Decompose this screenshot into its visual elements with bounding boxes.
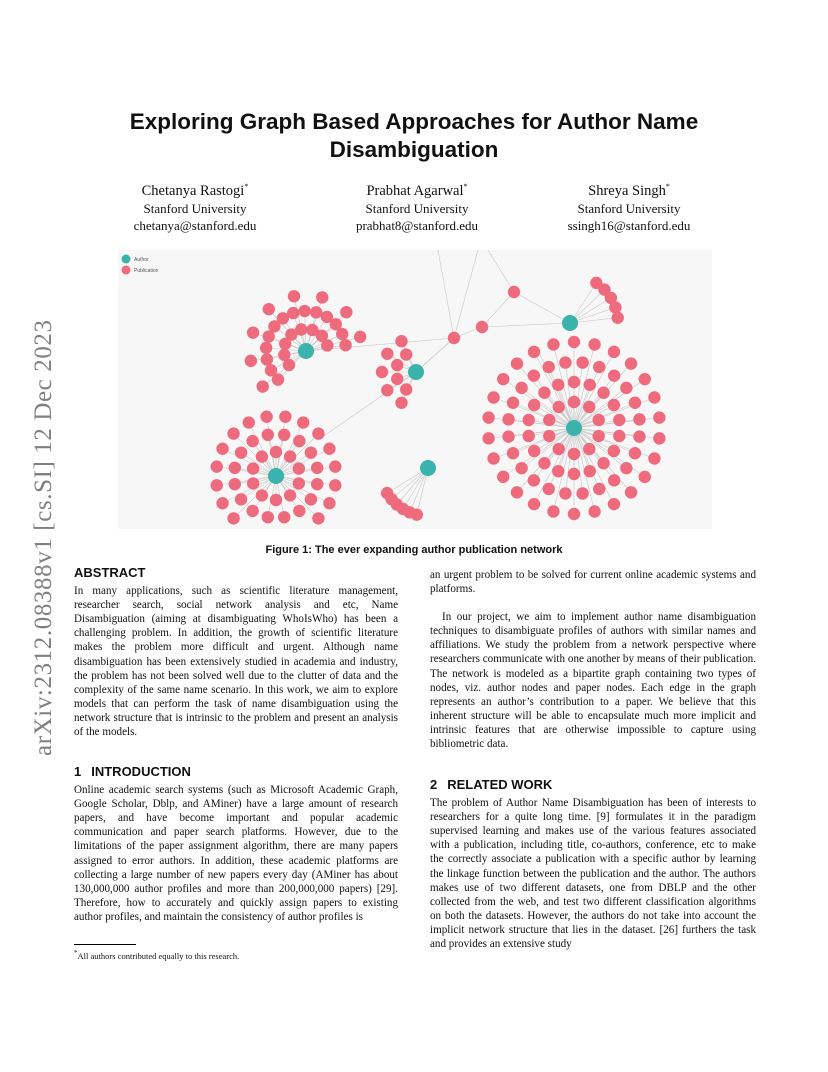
author-publication-network-graph xyxy=(118,250,712,529)
publication-node xyxy=(552,465,564,477)
publication-node xyxy=(340,306,352,318)
publication-node xyxy=(262,511,274,523)
publication-node xyxy=(395,335,407,347)
publication-node xyxy=(497,471,509,483)
author-affiliation: Stanford University xyxy=(143,200,247,216)
publication-node xyxy=(608,399,620,411)
publication-node xyxy=(515,382,527,394)
publication-node xyxy=(310,306,322,318)
publication-node xyxy=(612,312,624,324)
publication-node xyxy=(256,450,268,462)
publication-node xyxy=(216,443,228,455)
author-node xyxy=(566,420,582,436)
publication-node xyxy=(270,494,282,506)
author-mark: * xyxy=(244,182,249,191)
publication-node xyxy=(482,411,494,423)
publication-node xyxy=(597,457,609,469)
publication-node xyxy=(376,366,388,378)
publication-node xyxy=(279,411,291,423)
publication-node xyxy=(625,486,637,498)
publication-node xyxy=(576,356,588,368)
publication-node xyxy=(528,474,540,486)
publication-node xyxy=(507,447,519,459)
publication-node xyxy=(336,328,348,340)
publication-node xyxy=(613,430,625,442)
author-name: Shreya Singh xyxy=(588,182,666,199)
publication-node xyxy=(312,512,324,524)
publication-node xyxy=(633,413,645,425)
publication-node xyxy=(522,430,534,442)
introduction-paragraph-2: In our project, we aim to implement author name disambiguation techniques to disambiguate profiles of authors with similar names and affiliations. We study the problem from a network perspective where researchers communicate with one another by means of their publication. The network is modeled as a bipartite graph containing two types of nodes, viz. author nodes and paper nodes. Each edge in the graph represents an author’s contribution to a paper. We believe that this inherent structure will be able to encapsulate much more implicit and intrinsic features that are otherwise impossible to capture using bibliometric data. xyxy=(430,611,756,751)
publication-node xyxy=(329,479,341,491)
publication-node xyxy=(597,387,609,399)
publication-node xyxy=(235,493,247,505)
publication-node xyxy=(593,414,605,426)
publication-node xyxy=(321,339,333,351)
abstract-section xyxy=(74,566,398,739)
publication-node xyxy=(256,489,268,501)
publication-node xyxy=(559,487,571,499)
publication-node xyxy=(633,430,645,442)
publication-node xyxy=(552,379,564,391)
graph-edge xyxy=(482,292,514,327)
author-email: ssingh16@stanford.edu xyxy=(567,217,691,233)
publication-node xyxy=(584,379,596,391)
publication-node xyxy=(588,338,600,350)
publication-node xyxy=(229,462,241,474)
footnote-mark: * xyxy=(74,949,78,957)
publication-node xyxy=(568,396,580,408)
publication-node xyxy=(482,432,494,444)
legend-author-swatch xyxy=(122,255,131,264)
publication-node xyxy=(515,462,527,474)
author-email: chetanya@stanford.edu xyxy=(133,217,257,233)
publication-node xyxy=(243,416,255,428)
publication-node xyxy=(305,446,317,458)
graph-edge xyxy=(488,250,514,292)
publication-node xyxy=(312,427,324,439)
publication-node xyxy=(247,326,259,338)
publication-node xyxy=(246,505,258,517)
publication-node xyxy=(395,397,407,409)
publication-node xyxy=(568,448,580,460)
publication-node xyxy=(528,399,540,411)
publication-node xyxy=(311,462,323,474)
publication-node xyxy=(381,384,393,396)
publication-node xyxy=(639,373,651,385)
publication-node xyxy=(288,290,300,302)
publication-node xyxy=(262,429,274,441)
introduction-heading: INTRODUCTION xyxy=(91,764,191,779)
section-number: 1 xyxy=(74,764,82,779)
publication-node xyxy=(507,397,519,409)
publication-node xyxy=(235,446,247,458)
publication-node xyxy=(261,353,273,365)
publication-node xyxy=(608,346,620,358)
publication-node xyxy=(568,336,580,348)
publication-node xyxy=(311,478,323,490)
publication-node xyxy=(648,391,660,403)
publication-node xyxy=(593,361,605,373)
section-number: 2 xyxy=(430,777,438,792)
publication-node xyxy=(293,477,305,489)
publication-node xyxy=(528,498,540,510)
publication-node xyxy=(584,465,596,477)
publication-node xyxy=(284,489,296,501)
publication-node xyxy=(629,447,641,459)
publication-node xyxy=(284,450,296,462)
legend-publication-swatch xyxy=(122,266,131,275)
publication-node xyxy=(448,332,460,344)
publication-node xyxy=(278,511,290,523)
publication-node xyxy=(229,478,241,490)
publication-node xyxy=(293,435,305,447)
figure-caption: Figure 1: The ever expanding author publication network xyxy=(265,544,563,556)
publication-node xyxy=(568,508,580,520)
publication-node xyxy=(568,468,580,480)
publication-node xyxy=(583,401,595,413)
author-block-2 xyxy=(312,178,522,234)
related-work-text: The problem of Author Name Disambiguation has been of interests to researchers for a quite long time. [9] formulates it in the paradigm supervised learning and makes use of the various features associated with a publication, including title, co-authors, conference, etc to make the correctly associate a publication with a specific author by learning the linkage function between the publication and the author. The authors makes use of two different datasets, one from DBLP and the other collected from the web, and test two different classification algorithms on both the datasets. However, the authors do not take into account the implicit network structure that lies in the dataset. [26] furthers the task and provides an extensive study xyxy=(430,797,756,951)
publication-node xyxy=(211,479,223,491)
publication-node xyxy=(278,349,290,361)
figure-legend xyxy=(122,255,159,275)
publication-node xyxy=(553,443,565,455)
publication-node xyxy=(511,357,523,369)
legend-publication-label: Publication xyxy=(134,268,159,274)
publication-node xyxy=(593,430,605,442)
publication-node xyxy=(543,483,555,495)
footnote-rule xyxy=(74,944,136,945)
publication-node xyxy=(528,445,540,457)
graph-edge xyxy=(438,250,454,338)
publication-node xyxy=(211,460,223,472)
paper-title: Exploring Graph Based Approaches for Author Name Disambiguation xyxy=(129,109,699,162)
publication-node xyxy=(508,286,520,298)
publication-node xyxy=(339,339,351,351)
publication-node xyxy=(260,342,272,354)
publication-node xyxy=(297,416,309,428)
graph-edge xyxy=(514,292,570,323)
author-node xyxy=(268,468,284,484)
author-name: Prabhat Agarwal xyxy=(366,182,464,199)
author-affiliation: Stanford University xyxy=(577,200,681,216)
publication-node xyxy=(576,487,588,499)
publication-node xyxy=(608,498,620,510)
publication-node xyxy=(583,443,595,455)
publication-node xyxy=(559,356,571,368)
publication-node xyxy=(522,414,534,426)
arxiv-id: arXiv:2312.08388v1 [cs.SI] 12 Dec 2023 xyxy=(30,319,57,756)
publication-node xyxy=(247,477,259,489)
publication-node xyxy=(609,301,621,313)
publication-node xyxy=(588,505,600,517)
author-affiliation: Stanford University xyxy=(365,200,469,216)
publication-node xyxy=(553,401,565,413)
author-mark: * xyxy=(665,182,670,191)
publication-node xyxy=(543,414,555,426)
footnote-text: All authors contributed equally to this research. xyxy=(77,950,240,961)
related-work-heading: RELATED WORK xyxy=(447,777,553,792)
graph-edge xyxy=(454,250,478,338)
publication-node xyxy=(316,291,328,303)
publication-node xyxy=(639,471,651,483)
publication-node xyxy=(287,307,299,319)
publication-node xyxy=(227,427,239,439)
publication-node xyxy=(487,391,499,403)
publication-node xyxy=(620,382,632,394)
publication-node xyxy=(263,303,275,315)
publication-node xyxy=(528,369,540,381)
publication-node xyxy=(547,505,559,517)
publication-node xyxy=(653,411,665,423)
network-figure xyxy=(118,250,712,529)
publication-node xyxy=(381,348,393,360)
arxiv-sidebar-stamp xyxy=(24,296,56,756)
publication-node xyxy=(227,512,239,524)
publication-node xyxy=(625,357,637,369)
author-node xyxy=(298,343,314,359)
publication-node xyxy=(305,493,317,505)
introduction-section xyxy=(74,765,398,924)
publication-node xyxy=(257,380,269,392)
abstract-text: In many applications, such as scientific literature management, researcher search, social network analysis and etc, Name Disambiguation (aiming at disambiguating WhoIsWho) has been a challenging problem. In addition, the growth of scientific literature makes the problem more difficult and urgent. Although name disambiguation has been extensively studied in academia and industry, the problem has not been solved well due to the clutter of data and the complexity of the same name scenario. In this work, we aim to explore models that can perform the task of name disambiguation using the network structure that is intrinsic to the problem and present an analysis of the models. xyxy=(74,585,398,739)
publication-node xyxy=(613,414,625,426)
publication-node xyxy=(245,355,257,367)
publication-node xyxy=(538,457,550,469)
publication-node xyxy=(543,361,555,373)
publication-node xyxy=(278,429,290,441)
publication-node xyxy=(487,452,499,464)
introduction-continued xyxy=(430,568,756,751)
abstract-heading: ABSTRACT xyxy=(74,565,146,580)
author-name: Chetanya Rastogi xyxy=(141,182,245,199)
introduction-text: Online academic search systems (such as Microsoft Academic Graph, Google Scholar, Dblp, and AMiner) have a large amount of research papers, and have become important and popular academic communication and paper search platforms. However, due to the limitations of the paper assignment algorithm, there are many papers assigned to error authors. In addition, these academic platforms are collecting a large number of new papers every day (AMiner has about 130,000,000 author profiles and more than 200,000,000 papers) [29]. Therefore, how to accurately and quickly assign papers to existing author profiles, and maintain the consistency of author profiles is xyxy=(74,784,398,923)
publication-node xyxy=(648,452,660,464)
publication-node xyxy=(293,462,305,474)
publication-node xyxy=(391,373,403,385)
publication-node xyxy=(497,373,509,385)
publication-node xyxy=(323,497,335,509)
author-node xyxy=(408,364,424,380)
publication-node xyxy=(538,387,550,399)
publication-node xyxy=(400,348,412,360)
author-node xyxy=(562,315,578,331)
introduction-continued-text: an urgent problem to be solved for current online academic systems and platforms. xyxy=(430,569,756,596)
author-node xyxy=(420,460,436,476)
publication-node xyxy=(511,486,523,498)
author-mark: * xyxy=(463,182,468,191)
publication-node xyxy=(502,413,514,425)
publication-node xyxy=(400,383,412,395)
publication-node xyxy=(354,331,366,343)
publication-node xyxy=(608,474,620,486)
publication-node xyxy=(629,397,641,409)
publication-node xyxy=(502,430,514,442)
graph-edge xyxy=(482,323,570,327)
publication-node xyxy=(246,435,258,447)
publication-node xyxy=(543,430,555,442)
publication-node xyxy=(323,443,335,455)
publication-node xyxy=(265,364,277,376)
related-work-section xyxy=(430,778,756,951)
publication-node xyxy=(528,346,540,358)
publication-node xyxy=(298,305,310,317)
author-email: prabhat8@stanford.edu xyxy=(355,217,479,233)
publication-node xyxy=(653,432,665,444)
publication-node xyxy=(293,505,305,517)
author-block-3 xyxy=(524,178,734,234)
publication-node xyxy=(270,446,282,458)
publication-node xyxy=(593,483,605,495)
publication-node xyxy=(547,338,559,350)
publication-node xyxy=(568,376,580,388)
publication-node xyxy=(608,445,620,457)
publication-node xyxy=(381,487,393,499)
publication-node xyxy=(216,497,228,509)
publication-node xyxy=(329,460,341,472)
publication-node xyxy=(608,369,620,381)
legend-author-label: Author xyxy=(134,257,149,263)
publication-node xyxy=(391,359,403,371)
footnote xyxy=(74,949,239,961)
publication-node xyxy=(260,411,272,423)
publication-node xyxy=(295,323,307,335)
author-block-1 xyxy=(90,178,300,234)
publication-node xyxy=(247,462,259,474)
publication-node xyxy=(620,462,632,474)
publication-node xyxy=(476,321,488,333)
